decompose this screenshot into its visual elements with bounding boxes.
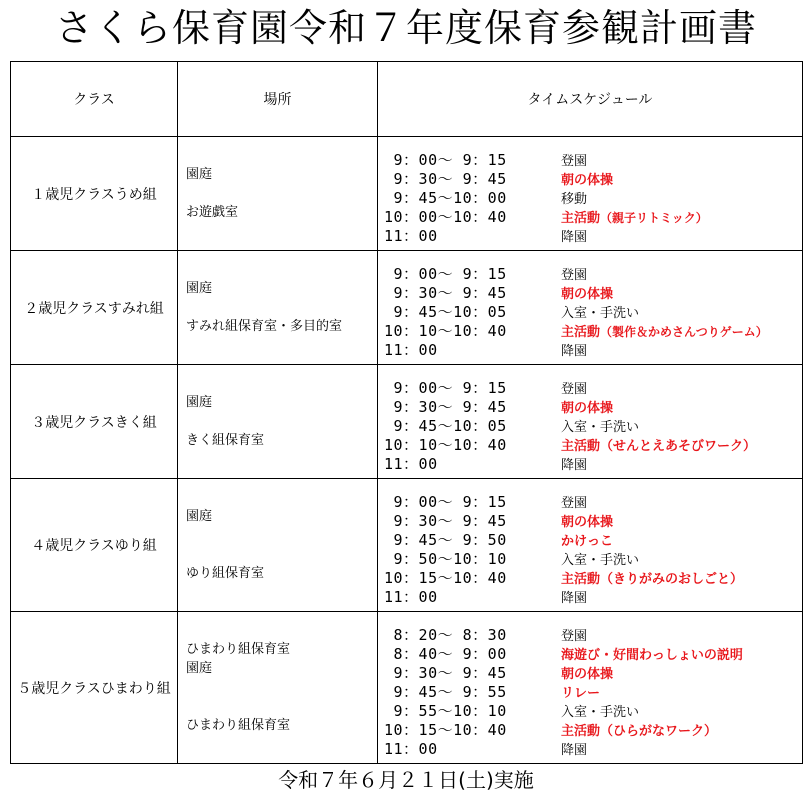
header-class: クラス <box>11 62 178 137</box>
schedule-item <box>378 719 802 738</box>
schedule-activity <box>561 587 587 606</box>
schedule-activity <box>561 511 613 530</box>
place-line <box>186 374 377 393</box>
schedule-activity <box>561 150 587 169</box>
activity-label: 主活動 <box>561 211 601 226</box>
place-line: ゆり組保育室 <box>186 566 265 581</box>
schedule-time: 9：50～10：10 <box>384 550 507 568</box>
activity-label: 海遊び・好間わっしょいの説明 <box>561 648 743 663</box>
class-name-cell: ３歳児クラスきく組 <box>11 365 178 479</box>
schedule-item <box>378 301 802 320</box>
schedule-item <box>378 149 802 168</box>
activity-label: 登園 <box>561 154 588 169</box>
table-header-row <box>11 62 803 137</box>
schedule-activity <box>561 283 613 302</box>
activity-detail: （親子リトミック） <box>600 211 708 225</box>
schedule-cell <box>378 137 803 251</box>
schedule-activity <box>561 644 743 663</box>
schedule-time: 11：00 <box>384 740 438 758</box>
activity-label: 登園 <box>561 382 588 397</box>
place-line: ひまわり組保育室 <box>186 642 291 657</box>
place-line: 園庭 <box>186 509 213 524</box>
schedule-cell <box>378 479 803 612</box>
schedule-activity <box>561 169 613 188</box>
schedule-time: 10：15～10：40 <box>384 569 507 587</box>
schedule-time: 9：00～ 9：15 <box>384 265 507 283</box>
class-name-cell: ４歳児クラスゆり組 <box>11 479 178 612</box>
schedule-activity <box>561 492 587 511</box>
table-body <box>11 137 803 764</box>
activity-label: 降園 <box>561 344 588 359</box>
schedule-activity <box>561 568 743 587</box>
activity-detail: （製作＆かめさんつりゲーム） <box>600 325 768 339</box>
schedule-time: 9：00～ 9：15 <box>384 379 507 397</box>
schedule-time: 9：45～ 9：55 <box>384 683 507 701</box>
schedule-time: 9：00～ 9：15 <box>384 151 507 169</box>
place-line <box>186 450 377 469</box>
schedule-item <box>378 263 802 282</box>
schedule-item <box>378 434 802 453</box>
schedule-item <box>378 282 802 301</box>
place-cell <box>178 251 378 365</box>
schedule-item <box>378 567 802 586</box>
activity-label: 移動 <box>561 192 588 207</box>
schedule-activity <box>561 397 613 416</box>
schedule-item <box>378 453 802 472</box>
place-line <box>186 545 377 564</box>
place-line <box>186 222 377 241</box>
activity-label: 降園 <box>561 591 588 606</box>
schedule-item <box>378 624 802 643</box>
place-line <box>186 298 377 317</box>
activity-label: 朝の体操 <box>561 515 614 530</box>
activity-label: 主活動（ひらがなワーク） <box>561 724 718 739</box>
schedule-activity <box>561 264 587 283</box>
place-line <box>186 735 377 754</box>
activity-label: 登園 <box>561 629 588 644</box>
schedule-time: 11：00 <box>384 227 438 245</box>
schedule-item <box>378 320 802 339</box>
schedule-activity <box>561 378 587 397</box>
schedule-item <box>378 548 802 567</box>
place-line <box>186 488 377 507</box>
schedule-activity <box>561 435 756 454</box>
activity-label: 降園 <box>561 743 588 758</box>
schedule-time: 9：30～ 9：45 <box>384 664 507 682</box>
activity-label: かけっこ <box>561 534 614 549</box>
schedule-item <box>378 225 802 244</box>
schedule-activity <box>561 701 639 720</box>
schedule-item <box>378 339 802 358</box>
schedule-activity <box>561 549 639 568</box>
activity-label: リレー <box>561 686 601 701</box>
activity-label: 朝の体操 <box>561 173 614 188</box>
schedule-item <box>378 415 802 434</box>
activity-label: 降園 <box>561 458 588 473</box>
table-row <box>11 612 803 764</box>
place-line <box>186 697 377 716</box>
schedule-time: 9：45～ 9：50 <box>384 531 507 549</box>
activity-label: 入室・手洗い <box>561 420 640 435</box>
activity-label: 朝の体操 <box>561 287 614 302</box>
schedule-activity <box>561 416 639 435</box>
schedule-item <box>378 377 802 396</box>
schedule-time: 9：00～ 9：15 <box>384 493 507 511</box>
place-line <box>186 146 377 165</box>
schedule-activity <box>561 663 613 682</box>
activity-label: 登園 <box>561 268 588 283</box>
schedule-activity <box>561 226 587 245</box>
schedule-time: 11：00 <box>384 455 438 473</box>
activity-label: 入室・手洗い <box>561 306 640 321</box>
place-line <box>186 621 377 640</box>
activity-label: 降園 <box>561 230 588 245</box>
schedule-table <box>10 61 803 764</box>
place-line: 園庭 <box>186 167 213 182</box>
schedule-time: 10：10～10：40 <box>384 436 507 454</box>
header-place: 場所 <box>178 62 378 137</box>
place-cell <box>178 365 378 479</box>
schedule-time: 10：00～10：40 <box>384 208 507 226</box>
place-line <box>186 184 377 203</box>
schedule-item <box>378 396 802 415</box>
schedule-activity <box>561 454 587 473</box>
schedule-item <box>378 510 802 529</box>
place-cell <box>178 479 378 612</box>
place-line: 園庭 <box>186 661 213 676</box>
schedule-item <box>378 168 802 187</box>
place-line: お遊戯室 <box>186 205 239 220</box>
schedule-item <box>378 529 802 548</box>
schedule-time: 9：30～ 9：45 <box>384 284 507 302</box>
place-line: 園庭 <box>186 395 213 410</box>
place-line <box>186 412 377 431</box>
activity-label: 朝の体操 <box>561 401 614 416</box>
schedule-time: 10：10～10：40 <box>384 322 507 340</box>
place-line: ひまわり組保育室 <box>186 718 291 733</box>
schedule-item <box>378 662 802 681</box>
class-name-cell: ５歳児クラスひまわり組 <box>11 612 178 764</box>
schedule-activity <box>561 188 587 207</box>
place-line: きく組保育室 <box>186 433 265 448</box>
activity-label: 朝の体操 <box>561 667 614 682</box>
schedule-activity <box>561 530 613 549</box>
activity-label: 主活動（きりがみのおしごと） <box>561 572 744 587</box>
place-line <box>186 260 377 279</box>
schedule-cell <box>378 251 803 365</box>
table-row <box>11 251 803 365</box>
schedule-time: 9：30～ 9：45 <box>384 512 507 530</box>
activity-label: 入室・手洗い <box>561 705 640 720</box>
schedule-time: 9：45～10：05 <box>384 417 507 435</box>
schedule-time: 9：45～10：05 <box>384 303 507 321</box>
table-row <box>11 137 803 251</box>
schedule-item <box>378 491 802 510</box>
schedule-cell <box>378 612 803 764</box>
place-line <box>186 336 377 355</box>
place-line <box>186 678 377 697</box>
place-cell <box>178 137 378 251</box>
schedule-time: 11：00 <box>384 341 438 359</box>
place-line: 園庭 <box>186 281 213 296</box>
place-line: すみれ組保育室・多目的室 <box>186 319 343 334</box>
schedule-activity <box>561 739 587 758</box>
activity-label: 主活動 <box>561 325 601 340</box>
header-schedule: タイムスケジュール <box>378 62 803 137</box>
schedule-item <box>378 206 802 225</box>
class-name-cell: １歳児クラスうめ組 <box>11 137 178 251</box>
schedule-activity <box>561 321 768 340</box>
table-row <box>11 479 803 612</box>
schedule-time: 9：30～ 9：45 <box>384 398 507 416</box>
schedule-item <box>378 700 802 719</box>
implementation-date: 令和７年６月２１日(土)実施 <box>278 768 534 792</box>
schedule-activity <box>561 682 600 701</box>
schedule-time: 9：45～10：00 <box>384 189 507 207</box>
schedule-time: 8：20～ 8：30 <box>384 626 507 644</box>
schedule-time: 11：00 <box>384 588 438 606</box>
schedule-item <box>378 643 802 662</box>
activity-label: 主活動（せんとえあそびワーク） <box>561 439 757 454</box>
schedule-item <box>378 187 802 206</box>
schedule-time: 8：40～ 9：00 <box>384 645 507 663</box>
schedule-activity <box>561 207 708 226</box>
activity-label: 入室・手洗い <box>561 553 640 568</box>
schedule-item <box>378 586 802 605</box>
place-line <box>186 526 377 545</box>
place-cell <box>178 612 378 764</box>
schedule-item <box>378 738 802 757</box>
schedule-activity <box>561 302 639 321</box>
schedule-time: 9：55～10：10 <box>384 702 507 720</box>
schedule-activity <box>561 625 587 644</box>
place-line <box>186 583 377 602</box>
schedule-time: 9：30～ 9：45 <box>384 170 507 188</box>
schedule-cell <box>378 365 803 479</box>
schedule-item <box>378 681 802 700</box>
class-name-cell: ２歳児クラスすみれ組 <box>11 251 178 365</box>
schedule-activity <box>561 720 717 739</box>
schedule-activity <box>561 340 587 359</box>
activity-label: 登園 <box>561 496 588 511</box>
schedule-time: 10：15～10：40 <box>384 721 507 739</box>
table-row <box>11 365 803 479</box>
document-title: さくら保育園令和７年度保育参観計画書 <box>54 6 757 50</box>
